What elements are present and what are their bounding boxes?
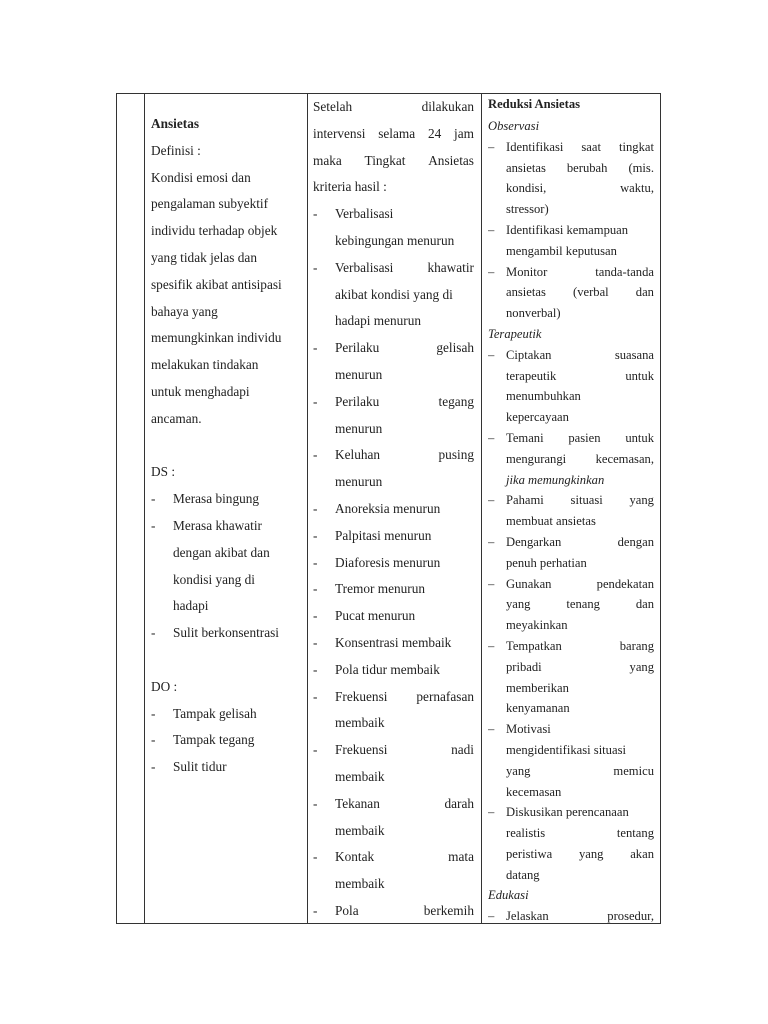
word: gelisah: [436, 340, 474, 356]
word: dilakukan: [421, 99, 474, 114]
criteria-item: [313, 335, 474, 389]
criteria-item: [313, 442, 474, 496]
criteria-text: [335, 844, 474, 871]
word: tentang: [616, 826, 654, 841]
word: yang: [629, 659, 654, 674]
list-item-text: Sulit berkonsentrasi: [173, 625, 279, 641]
bullet-dash: –: [488, 638, 495, 653]
intervention-text: [506, 636, 654, 657]
criteria-text: kebingungan menurun: [335, 232, 455, 248]
word: waktu,: [620, 181, 654, 196]
word: mata: [448, 849, 474, 865]
word: pribadi: [506, 659, 542, 674]
bullet-dash: -: [313, 393, 318, 409]
definition-text: bahaya yang: [151, 303, 218, 319]
intervention-text: [506, 428, 654, 449]
word: 24: [427, 125, 442, 141]
word: Jelaskan: [506, 909, 549, 924]
intervention-text: memberikan: [506, 680, 569, 695]
intervention-item: [488, 574, 654, 636]
section-label: Observasi: [488, 119, 540, 133]
definition-text: individu terhadap objek: [151, 223, 278, 239]
bullet-dash: –: [488, 222, 495, 237]
word: akan: [630, 846, 654, 861]
criteria-text: [335, 737, 474, 764]
criteria-text: [335, 684, 474, 711]
bullet-dash: -: [313, 554, 318, 570]
definition-text: melakukan tindakan: [151, 357, 259, 373]
word: prosedur,: [607, 909, 654, 924]
criteria-item: [313, 550, 474, 577]
intervention-text: menumbuhkan: [506, 389, 581, 404]
criteria-text: Konsentrasi membaik: [335, 634, 452, 650]
criteria-text: [335, 335, 474, 362]
word: ansietas: [506, 285, 546, 300]
word: dan: [635, 285, 654, 300]
criteria-item: [313, 630, 474, 657]
word: maka: [313, 152, 342, 168]
word: Monitor: [506, 264, 548, 279]
definition-text: spesifik akibat antisipasi: [151, 276, 282, 292]
definition-text: Kondisi emosi dan: [151, 169, 251, 185]
intervention-item: [488, 802, 654, 885]
word: Kontak: [335, 849, 375, 865]
bullet-dash: -: [151, 705, 156, 721]
criteria-text: [335, 442, 474, 469]
definition-label: Definisi :: [151, 142, 201, 158]
intervention-text: stressor): [506, 202, 549, 217]
criteria-text: Pola tidur membaik: [335, 661, 440, 677]
word: khawatir: [427, 259, 474, 275]
criteria-text: [335, 389, 474, 416]
bullet-dash: -: [151, 517, 156, 533]
word: terapeutik: [506, 368, 557, 383]
word: yang: [506, 763, 531, 778]
word: (verbal: [573, 285, 609, 300]
intervention-text: [506, 262, 654, 283]
intervention-text: [506, 366, 654, 387]
criteria-text: menurun: [335, 474, 383, 490]
intervention-item: [488, 428, 654, 490]
table-border-right: [660, 93, 661, 924]
word: berkemih: [423, 902, 474, 918]
definition-text: yang tidak jelas dan: [151, 249, 257, 265]
criteria-item: [313, 496, 474, 523]
word: untuk: [625, 430, 654, 445]
criteria-item: [313, 255, 474, 335]
intervention-item: [488, 719, 654, 802]
bullet-dash: -: [313, 581, 318, 597]
intervention-text: [506, 761, 654, 782]
bullet-dash: –: [488, 576, 495, 591]
word: Pahami: [506, 493, 544, 508]
criteria-item: [313, 844, 474, 898]
table-border-left: [116, 93, 117, 924]
intro-line: [313, 94, 474, 121]
word: Ciptakan: [506, 347, 552, 362]
bullet-dash: -: [313, 340, 318, 356]
intervention-item: [488, 220, 654, 262]
bullet-dash: –: [488, 534, 495, 549]
bullet-dash: -: [313, 795, 318, 811]
bullet-dash: -: [313, 206, 318, 222]
criteria-text: membaik: [335, 822, 385, 838]
word: intervensi: [313, 125, 366, 141]
word: Verbalisasi: [335, 259, 394, 275]
criteria-item: [313, 657, 474, 684]
criteria-text: membaik: [335, 768, 385, 784]
word: Tekanan: [335, 795, 380, 811]
bullet-dash: -: [313, 634, 318, 650]
bullet-dash: –: [488, 139, 495, 154]
intervention-text: Diskusikan perencanaan: [506, 805, 629, 820]
criteria-item: [313, 389, 474, 443]
intervention-text: jika memungkinkan: [506, 472, 605, 487]
intervention-cell: [488, 94, 654, 924]
intervention-text: [506, 158, 654, 179]
word: nadi: [451, 742, 474, 758]
criteria-item: [313, 603, 474, 630]
criteria-text: Anoreksia menurun: [335, 500, 441, 516]
bullet-dash: -: [313, 688, 318, 704]
list-item-text: dengan akibat dan: [173, 544, 270, 560]
bullet-dash: -: [313, 259, 318, 275]
bullet-dash: -: [151, 732, 156, 748]
word: situasi: [570, 493, 603, 508]
bullet-dash: -: [313, 527, 318, 543]
intro-line: kriteria hasil :: [313, 179, 387, 195]
list-item-text: kondisi yang di: [173, 571, 255, 587]
word: kecemasan,: [595, 451, 654, 466]
bullet-dash: –: [488, 909, 495, 924]
intervention-text: kepercayaan: [506, 410, 569, 425]
word: Keluhan: [335, 447, 381, 463]
bullet-dash: –: [488, 722, 495, 737]
bullet-dash: –: [488, 430, 495, 445]
word: tenang: [566, 597, 600, 612]
word: untuk: [625, 368, 654, 383]
intervention-text: [506, 532, 654, 553]
criteria-text: menurun: [335, 366, 383, 382]
word: Frekuensi: [335, 688, 388, 704]
word: Tempatkan: [506, 638, 562, 653]
list-item-text: Sulit tidur: [173, 759, 227, 775]
spacer: [151, 433, 303, 460]
spacer: [151, 647, 303, 674]
ds-label: DS :: [151, 464, 176, 480]
word: Pola: [335, 902, 359, 918]
bullet-dash: -: [151, 625, 156, 641]
criteria-text: menurun: [335, 420, 383, 436]
word: realistis: [506, 826, 546, 841]
word: selama: [378, 125, 416, 141]
bullet-dash: -: [313, 661, 318, 677]
bullet-dash: –: [488, 805, 495, 820]
intervention-item: [488, 636, 654, 719]
word: tingkat: [619, 139, 654, 154]
intervention-text: [506, 657, 654, 678]
intervention-text: [506, 906, 654, 924]
intervention-text: kenyamanan: [506, 701, 570, 716]
word: barang: [619, 638, 654, 653]
criteria-text: akibat kondisi yang di: [335, 286, 453, 302]
word: Frekuensi: [335, 742, 388, 758]
word: ansietas: [506, 160, 546, 175]
bullet-dash: -: [313, 500, 318, 516]
word: kondisi,: [506, 181, 547, 196]
intervention-text: [506, 574, 654, 595]
criteria-text: membaik: [335, 876, 385, 892]
intervention-text: meyakinkan: [506, 618, 568, 633]
word: yang: [578, 846, 604, 861]
bullet-dash: -: [313, 742, 318, 758]
intro-line: [313, 121, 474, 148]
intervention-text: [506, 823, 654, 844]
bullet-dash: -: [151, 759, 156, 775]
do-label: DO :: [151, 678, 178, 694]
word: Setelah: [313, 99, 353, 114]
intervention-item: [488, 906, 654, 924]
list-item-text: Merasa khawatir: [173, 517, 262, 533]
word: dengan: [617, 534, 654, 549]
intervention-item: [488, 532, 654, 574]
diagnosis-cell: [151, 111, 303, 924]
word: Gunakan: [506, 576, 552, 591]
criteria-text: hadapi menurun: [335, 313, 422, 329]
word: memicu: [613, 763, 654, 778]
intervention-item: [488, 137, 654, 220]
word: Dengarkan: [506, 534, 562, 549]
criteria-item: [313, 201, 474, 255]
intervention-text: Motivasi: [506, 722, 551, 737]
word: darah: [444, 795, 474, 811]
bullet-dash: -: [151, 491, 156, 507]
word: mengurangi: [506, 451, 567, 466]
word: yang: [629, 493, 654, 508]
criteria-text: Verbalisasi: [335, 206, 394, 222]
word: (mis.: [628, 160, 654, 175]
do-item: [151, 754, 303, 781]
criteria-text: [335, 791, 474, 818]
table-column-divider: [307, 93, 308, 924]
intervention-text: [506, 345, 654, 366]
intervention-text: [506, 178, 654, 199]
list-item-text: Tampak tegang: [173, 732, 255, 748]
criteria-text: [335, 255, 474, 282]
intervention-item: [488, 345, 654, 428]
do-item: [151, 701, 303, 728]
ds-item: [151, 513, 303, 620]
intervention-text: kecemasan: [506, 784, 562, 799]
word: Perilaku: [335, 393, 380, 409]
criteria-text: [335, 898, 474, 924]
definition-text: memungkinkan individu: [151, 330, 282, 346]
outcome-criteria-cell: [313, 94, 474, 924]
do-item: [151, 727, 303, 754]
intervention-text: membuat ansietas: [506, 514, 596, 529]
intervention-item: [488, 490, 654, 532]
section-label: Edukasi: [488, 888, 529, 903]
bullet-dash: –: [488, 347, 495, 362]
section-label: Terapeutik: [488, 326, 542, 341]
intervention-text: mengambil keputusan: [506, 243, 617, 258]
definition-text: ancaman.: [151, 410, 202, 426]
criteria-item: [313, 576, 474, 603]
word: yang: [506, 597, 531, 612]
intervention-text: [506, 137, 654, 158]
word: jam: [454, 125, 474, 141]
list-item-text: hadapi: [173, 598, 209, 614]
bullet-dash: -: [313, 608, 318, 624]
criteria-item: [313, 737, 474, 791]
criteria-item: [313, 898, 474, 924]
bullet-dash: -: [313, 447, 318, 463]
intervention-title: Reduksi Ansietas: [488, 97, 581, 111]
word: Identifikasi: [506, 139, 564, 154]
word: saat: [581, 139, 601, 154]
intervention-text: [506, 282, 654, 303]
word: tegang: [438, 393, 474, 409]
intervention-text: nonverbal): [506, 306, 561, 321]
word: pusing: [438, 447, 474, 463]
word: tanda-tanda: [595, 264, 654, 279]
word: peristiwa: [506, 846, 553, 861]
intervention-text: Identifikasi kemampuan: [506, 222, 629, 237]
list-item-text: Merasa bingung: [173, 491, 260, 507]
criteria-text: Diaforesis menurun: [335, 554, 441, 570]
criteria-item: [313, 791, 474, 845]
word: pendekatan: [596, 576, 654, 591]
bullet-dash: –: [488, 264, 495, 279]
intervention-text: datang: [506, 867, 540, 882]
word: Perilaku: [335, 340, 380, 356]
intervention-text: penuh perhatian: [506, 555, 587, 570]
ds-item: [151, 486, 303, 513]
word: berubah: [566, 160, 608, 175]
word: Temani: [506, 430, 544, 445]
list-item-text: Tampak gelisah: [173, 705, 257, 721]
word: Tingkat: [364, 152, 406, 168]
definition-text: untuk menghadapi: [151, 383, 250, 399]
table-column-divider: [481, 93, 482, 924]
bullet-dash: -: [313, 902, 318, 918]
definition-text: pengalaman subyektif: [151, 196, 269, 212]
intervention-text: [506, 490, 654, 511]
criteria-text: Tremor menurun: [335, 581, 425, 597]
criteria-item: [313, 523, 474, 550]
intervention-text: mengidentifikasi situasi: [506, 742, 626, 757]
table-column-divider: [144, 93, 145, 924]
intervention-item: [488, 262, 654, 324]
word: suasana: [614, 347, 654, 362]
diagnosis-title: Ansietas: [151, 116, 200, 131]
intervention-text: [506, 594, 654, 615]
bullet-dash: -: [313, 849, 318, 865]
criteria-text: Palpitasi menurun: [335, 527, 432, 543]
intervention-text: [506, 449, 654, 470]
intro-line: [313, 148, 474, 175]
word: pasien: [568, 430, 601, 445]
word: dan: [635, 597, 654, 612]
criteria-item: [313, 684, 474, 738]
intervention-text: [506, 844, 654, 865]
word: Ansietas: [428, 152, 474, 168]
word: pernafasan: [416, 688, 474, 704]
criteria-text: membaik: [335, 715, 385, 731]
bullet-dash: –: [488, 493, 495, 508]
criteria-text: Pucat menurun: [335, 608, 416, 624]
ds-item: [151, 620, 303, 647]
